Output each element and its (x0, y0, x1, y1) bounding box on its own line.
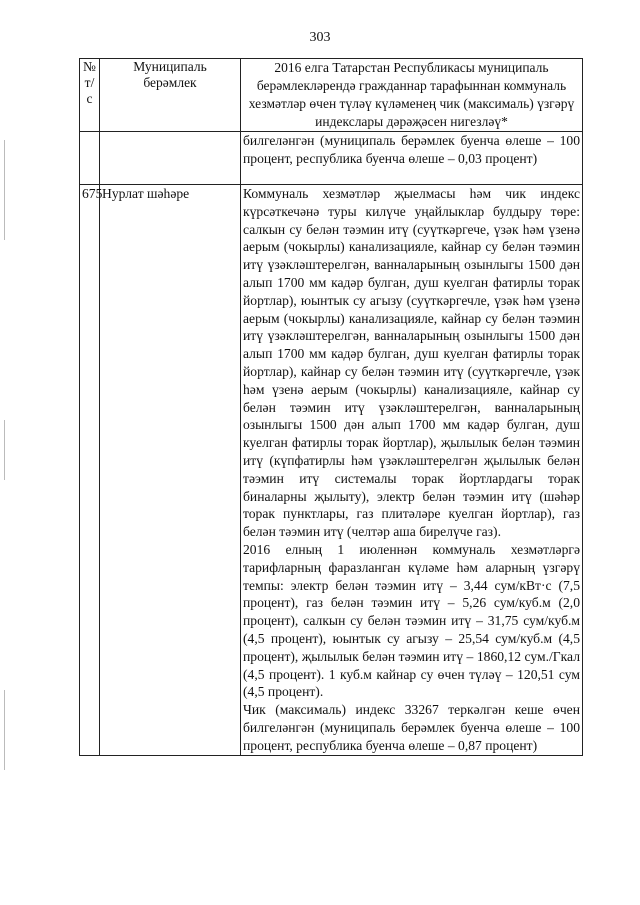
table-row (80, 132, 583, 185)
cell-municipality: Нурлат шәһәре (100, 185, 241, 756)
cell-description (241, 185, 583, 756)
scan-edge-line (4, 420, 5, 480)
page-number: 303 (309, 30, 331, 45)
paragraph-tariffs: 2016 елның 1 июленнән коммуналь хезмәтләргә тарифларның фаразланган күләме һәм аларның үзгәрү темпы: электр белән тәэмин итү – 3,44 сум/кВт·с (7,5 процент), газ белән тәэмин итү – 5,26 сум/куб.м (2,0 процент), салкын су белән тәэмин итү – 31,75 сум/куб.м (4,5 процент), юынтык су агызу – 25,54 сум/куб.м (4,5 процент), җылылык белән тәэмин итү – 1860,12 сум./Гкал (4,5 процент). 1 куб.м кайнар су өчен түләү – 120,51 сум (4,5 процент). (243, 541, 580, 700)
paragraph-amenities: Коммуналь хезмәтләр җыелмасы һәм чик индекс күрсәткечәнә туры килүче уңайлыклар булдыру төре: салкын су белән тәэмин итү (суүткәргече, үзәк һәм үзенә аерым (чокырлы) канализацияле, кайнар су белән тәэмин итү үзәкләштерелгән, ванналарының озынлыгы 1500 дән алып 1700 мм кадәр булган, душ куелган фатирлы торак йортлар), юынтык су агызу (суүткәргечле, үзәк һәм үзенә аерым (чокырлы) канализацияле, кайнар су белән тәэмин итү үзәкләштерелгән, ванналарының озынлыгы 1500 дән алып 1700 мм кадәр булган, душ куелган фатирлы торак йортлар), кайнар су белән тәэмин итү (суүткәргечле, үзәк һәм үзенә аерым (чокырлы) канализацияле, кайнар су белән тәэмин итү үзәкләштерелгән, ванналарының озынлыгы 1500 дән алып 1700 мм кадәр булган, душ куелган фатирлы торак йортлар), җылылык белән тәэмин итү (күпфатирлы һәм үзәкләштерелгән җылылык белән тәэмин итү системалы торак йортлардагы торак биналарны җылыту), электр белән тәэмин итү (шәһәр торак пунктлары, газ плитәләре куелган йортлар), газ белән тәэмин итү (челтәр аша бирелүче газ). (243, 186, 580, 540)
paragraph-limit-index: Чик (максималь) индекс 33267 теркәлгән кеше өчен билгеләнгән (муниципаль берәмлек буенча өлеше – 100 процент, республика буенча өлеше – 0,87 процент) (243, 702, 580, 753)
scan-edge-line (4, 690, 5, 770)
cell-num (80, 132, 100, 185)
header-municipality: Муниципаль берәмлек (100, 59, 241, 132)
scan-edge-line (4, 140, 5, 240)
cell-num: 675 (80, 185, 100, 756)
cell-municipality (100, 132, 241, 185)
header-description: 2016 елга Татарстан Республикасы муниципаль берәмлекләрендә гражданнар тарафыннан коммуналь хезмәтләр өчен түләү күләменең чик (максималь) үзгәрү индекслары дәрәҗәсен нигезләү* (241, 59, 583, 132)
table-header-row (80, 59, 583, 132)
cell-continuation-text: билгеләнгән (муниципаль берәмлек буенча өлеше – 100 процент, республика буенча өлеше – 0,03 процент) (241, 132, 583, 185)
header-num: № т/с (80, 59, 100, 132)
tariff-index-table (79, 58, 583, 756)
table-row (80, 185, 583, 756)
